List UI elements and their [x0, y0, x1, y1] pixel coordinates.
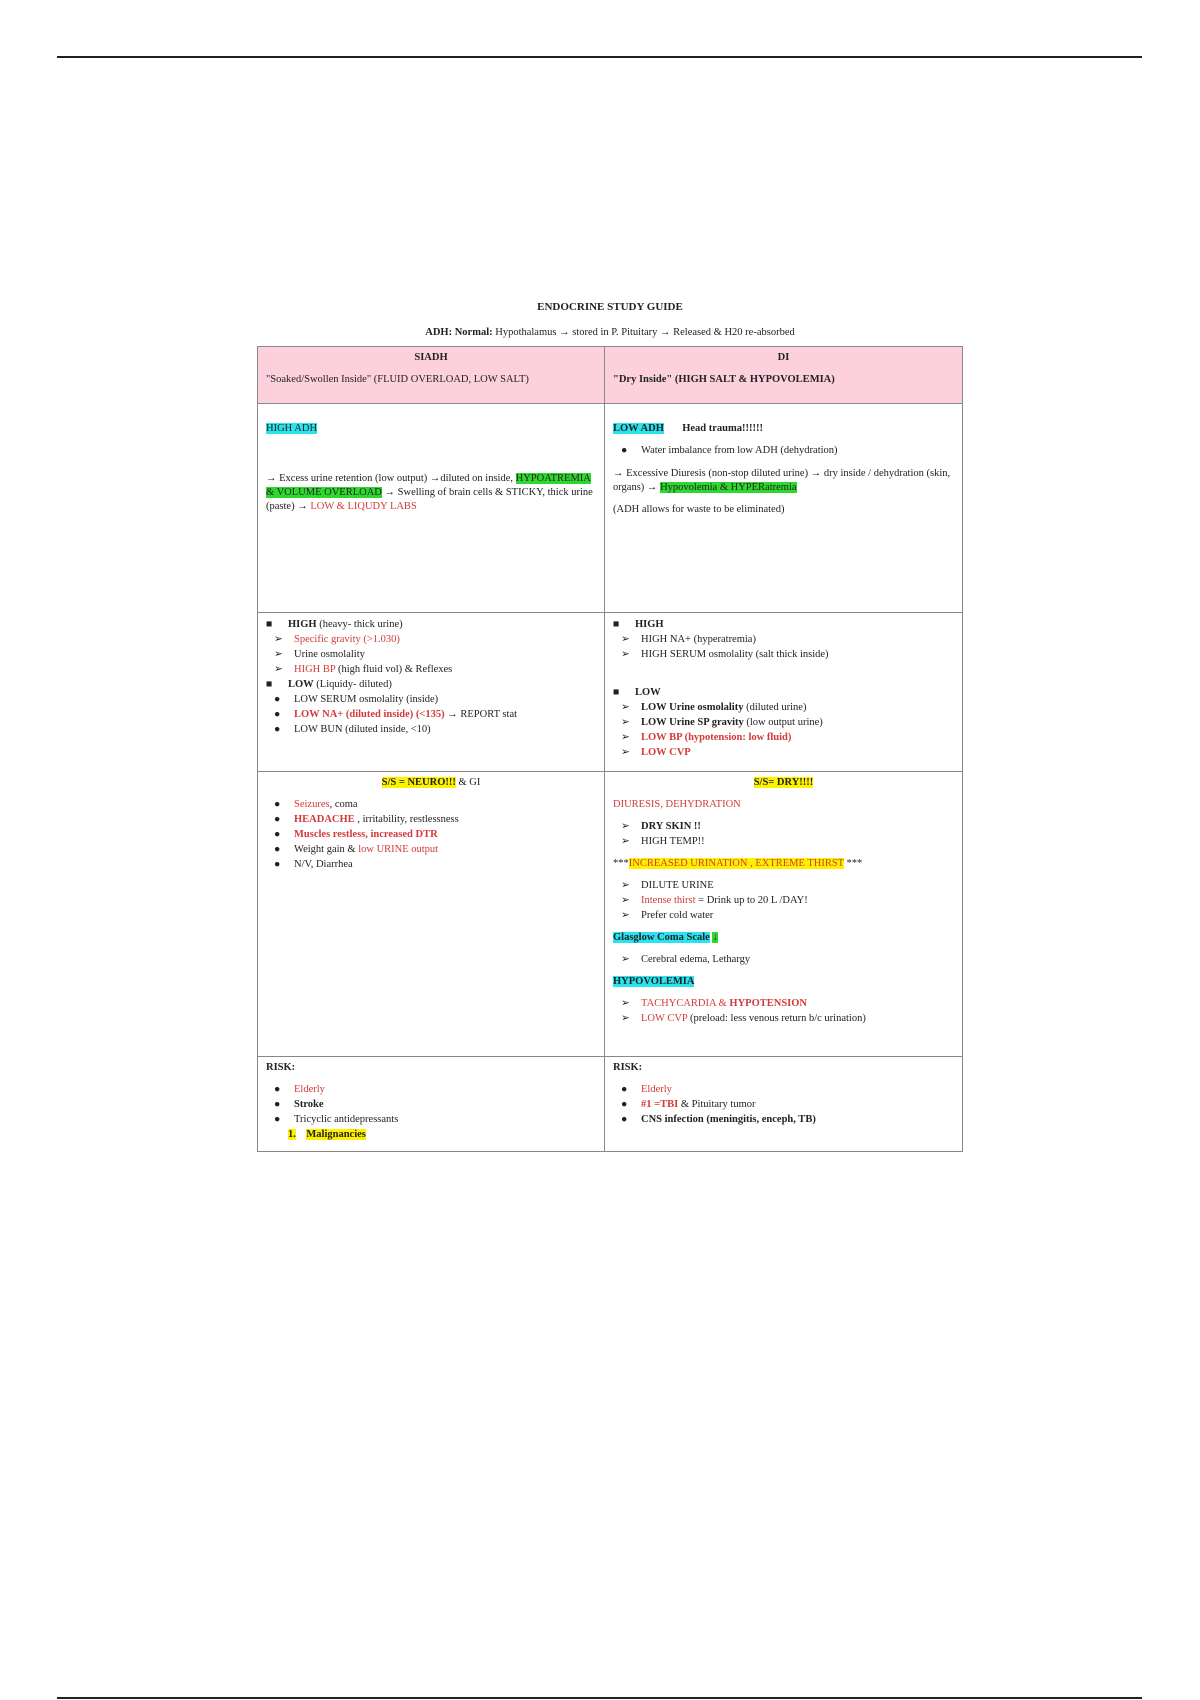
di-mech-a: → Excessive Diuresis (non-stop diluted urine) → dry inside / dehydration (skin, organs) → — [613, 468, 951, 493]
siadh-risk-title: RISK: — [266, 1062, 296, 1073]
list-item: ■ LOW — [613, 687, 661, 698]
square-bullet-icon: ■ — [266, 679, 273, 690]
di-diuresis: DIURESIS, DEHYDRATION — [613, 799, 741, 810]
list-item: ➢ Specific gravity (>1.030) — [274, 634, 400, 645]
siadh-labs-cell — [258, 613, 605, 772]
siadh-title: SIADH — [414, 352, 448, 363]
square-bullet-icon: ■ — [613, 687, 620, 698]
siadh-subtitle: "Soaked/Swollen Inside" (FLUID OVERLOAD, LOW SALT) — [266, 374, 529, 385]
arrow-bullet-icon: ➢ — [621, 747, 630, 758]
list-item: ● N/V, Diarrhea — [274, 859, 353, 870]
square-bullet-icon: ■ — [613, 619, 620, 630]
list-item: 1. Malignancies — [288, 1129, 366, 1140]
bullet-icon: ● — [621, 1099, 628, 1110]
list-item: ➢ DILUTE URINE — [621, 880, 714, 891]
arrow-bullet-icon: ➢ — [621, 649, 630, 660]
bullet-icon: ● — [274, 1099, 281, 1110]
adh-normal-label: ADH: Normal: — [425, 327, 493, 338]
list-item: ➢ HIGH TEMP!! — [621, 836, 705, 847]
page-bottom-rule — [57, 1697, 1142, 1699]
siadh-ss-cell — [258, 772, 605, 1057]
list-item: ■ HIGH — [613, 619, 664, 630]
document-title: ENDOCRINE STUDY GUIDE — [537, 301, 683, 313]
di-risk-cell — [605, 1057, 963, 1152]
bullet-icon: ● — [621, 1084, 628, 1095]
list-item: ➢ HIGH NA+ (hyperatremia) — [621, 634, 756, 645]
list-item: ➢ LOW Urine SP gravity (low output urine) — [621, 717, 823, 728]
di-glasgow: Glasglow Coma Scale ↓ — [613, 932, 718, 943]
di-mech-highlight: Hypovolemia & HYPERatremia — [660, 482, 797, 493]
list-item: ● LOW SERUM osmolality (inside) — [274, 694, 439, 705]
di-note: (ADH allows for waste to be eliminated) — [613, 504, 785, 515]
bullet-icon: ● — [274, 814, 281, 825]
list-item: ➢ TACHYCARDIA & HYPOTENSION — [621, 998, 808, 1009]
adh-row — [258, 404, 963, 613]
list-item: ➢ LOW BP (hypotension: low fluid) — [621, 732, 792, 743]
study-guide-document — [257, 300, 963, 1152]
list-item: ■ HIGH (heavy- thick urine) — [266, 619, 403, 630]
list-item: ➢ HIGH SERUM osmolality (salt thick inside) — [621, 649, 829, 660]
di-urination-line: ***INCREASED URINATION , EXTREME THIRST *** — [613, 858, 863, 869]
arrow-bullet-icon: ➢ — [274, 634, 283, 645]
siadh-mech-red: LOW & LIQUDY LABS — [310, 501, 417, 512]
list-item: ➢ Cerebral edema, Lethargy — [621, 954, 751, 965]
list-item: ➢ Urine osmolality — [274, 649, 365, 660]
di-labs-cell — [605, 613, 963, 772]
list-item: ● Muscles restless, increased DTR — [274, 829, 438, 840]
siadh-adh-cell — [258, 404, 605, 613]
list-item: ● LOW BUN (diluted inside, <10) — [274, 724, 431, 735]
siadh-header-cell — [258, 347, 605, 404]
list-item: ➢ DRY SKIN !! — [621, 821, 701, 832]
arrow-bullet-icon: ➢ — [621, 821, 630, 832]
list-item: ● Water imbalance from low ADH (dehydration) — [621, 445, 838, 456]
bullet-icon: ● — [274, 829, 281, 840]
di-header-cell — [605, 347, 963, 404]
siadh-adh-label: HIGH ADH — [266, 423, 318, 434]
square-bullet-icon: ■ — [266, 619, 273, 630]
page-top-rule — [57, 56, 1142, 58]
list-item: ● Stroke — [274, 1099, 324, 1110]
list-item: ● CNS infection (meningitis, enceph, TB) — [621, 1114, 816, 1125]
di-ss-cell — [605, 772, 963, 1057]
arrow-bullet-icon: ➢ — [621, 895, 630, 906]
siadh-mechanism — [266, 472, 596, 514]
comparison-table — [257, 346, 963, 1152]
arrow-bullet-icon: ➢ — [274, 649, 283, 660]
bullet-icon: ● — [621, 1114, 628, 1125]
bullet-icon: ● — [274, 844, 281, 855]
list-item: ● LOW NA+ (diluted inside) (<135) → REPORT stat — [274, 709, 518, 720]
di-subtitle: "Dry Inside" (HIGH SALT & HYPOVOLEMIA) — [613, 374, 835, 385]
list-item: ➢ Prefer cold water — [621, 910, 714, 921]
adh-normal-text: Hypothalamus → stored in P. Pituitary → Released & H20 re-absorbed — [492, 327, 795, 338]
arrow-bullet-icon: ➢ — [621, 880, 630, 891]
di-ss-title: S/S= DRY!!!! — [753, 777, 814, 788]
siadh-ss-title: S/S = NEURO!!! & GI — [381, 777, 481, 788]
di-hypovolemia: HYPOVOLEMIA — [613, 976, 695, 987]
list-item: ● Tricyclic antidepressants — [274, 1114, 399, 1125]
arrow-bullet-icon: ➢ — [621, 836, 630, 847]
di-adh-cell — [605, 404, 963, 613]
arrow-bullet-icon: ➢ — [621, 634, 630, 645]
list-item: ● #1 =TBI & Pituitary tumor — [621, 1099, 756, 1110]
labs-row — [258, 613, 963, 772]
list-item: ● Weight gain & low URINE output — [274, 844, 439, 855]
siadh-mech-b: → Swelling of brain cells & STICKY, thick urine (paste) → — [266, 487, 593, 512]
siadh-mech-highlight: HYPOATREMIA & VOLUME OVERLOAD — [266, 473, 591, 498]
arrow-bullet-icon: ➢ — [621, 702, 630, 713]
risk-row — [258, 1057, 963, 1152]
arrow-bullet-icon: ➢ — [621, 954, 630, 965]
bullet-icon: ● — [274, 724, 281, 735]
di-adh-label: LOW ADH — [613, 423, 664, 434]
bullet-icon: ● — [274, 709, 281, 720]
bullet-icon: ● — [274, 799, 281, 810]
bullet-icon: ● — [621, 445, 628, 456]
list-item: ● Elderly — [274, 1084, 325, 1095]
bullet-icon: ● — [274, 694, 281, 705]
list-item: ● Elderly — [621, 1084, 672, 1095]
di-head-trauma: Head trauma!!!!!! — [682, 423, 763, 434]
di-title: DI — [777, 352, 790, 363]
di-mechanism — [613, 467, 954, 495]
adh-normal-line — [257, 326, 963, 340]
di-risk-title: RISK: — [613, 1062, 643, 1073]
siadh-mech-a: → Excess urine retention (low output) →diluted on inside, — [266, 473, 513, 484]
list-item: ➢ LOW CVP — [621, 747, 691, 758]
siadh-risk-cell — [258, 1057, 605, 1152]
arrow-bullet-icon: ➢ — [621, 1013, 630, 1024]
list-item: ➢ LOW CVP (preload: less venous return b/c urination) — [621, 1013, 866, 1024]
arrow-bullet-icon: ➢ — [621, 910, 630, 921]
list-item: ➢ Intense thirst = Drink up to 20 L /DAY! — [621, 895, 808, 906]
signs-symptoms-row — [258, 772, 963, 1057]
list-item: ● Seizures, coma — [274, 799, 358, 810]
list-item: ■ LOW (Liquidy- diluted) — [266, 679, 392, 690]
arrow-bullet-icon: ➢ — [621, 717, 630, 728]
bullet-icon: ● — [274, 1084, 281, 1095]
arrow-bullet-icon: ➢ — [621, 732, 630, 743]
bullet-icon: ● — [274, 1114, 281, 1125]
list-item: ➢ HIGH BP (high fluid vol) & Reflexes — [274, 664, 453, 675]
list-item: ● HEADACHE , irritability, restlessness — [274, 814, 459, 825]
table-header-row — [258, 347, 963, 404]
bullet-icon: ● — [274, 859, 281, 870]
list-item: ➢ LOW Urine osmolality (diluted urine) — [621, 702, 807, 713]
arrow-bullet-icon: ➢ — [621, 998, 630, 1009]
arrow-bullet-icon: ➢ — [274, 664, 283, 675]
